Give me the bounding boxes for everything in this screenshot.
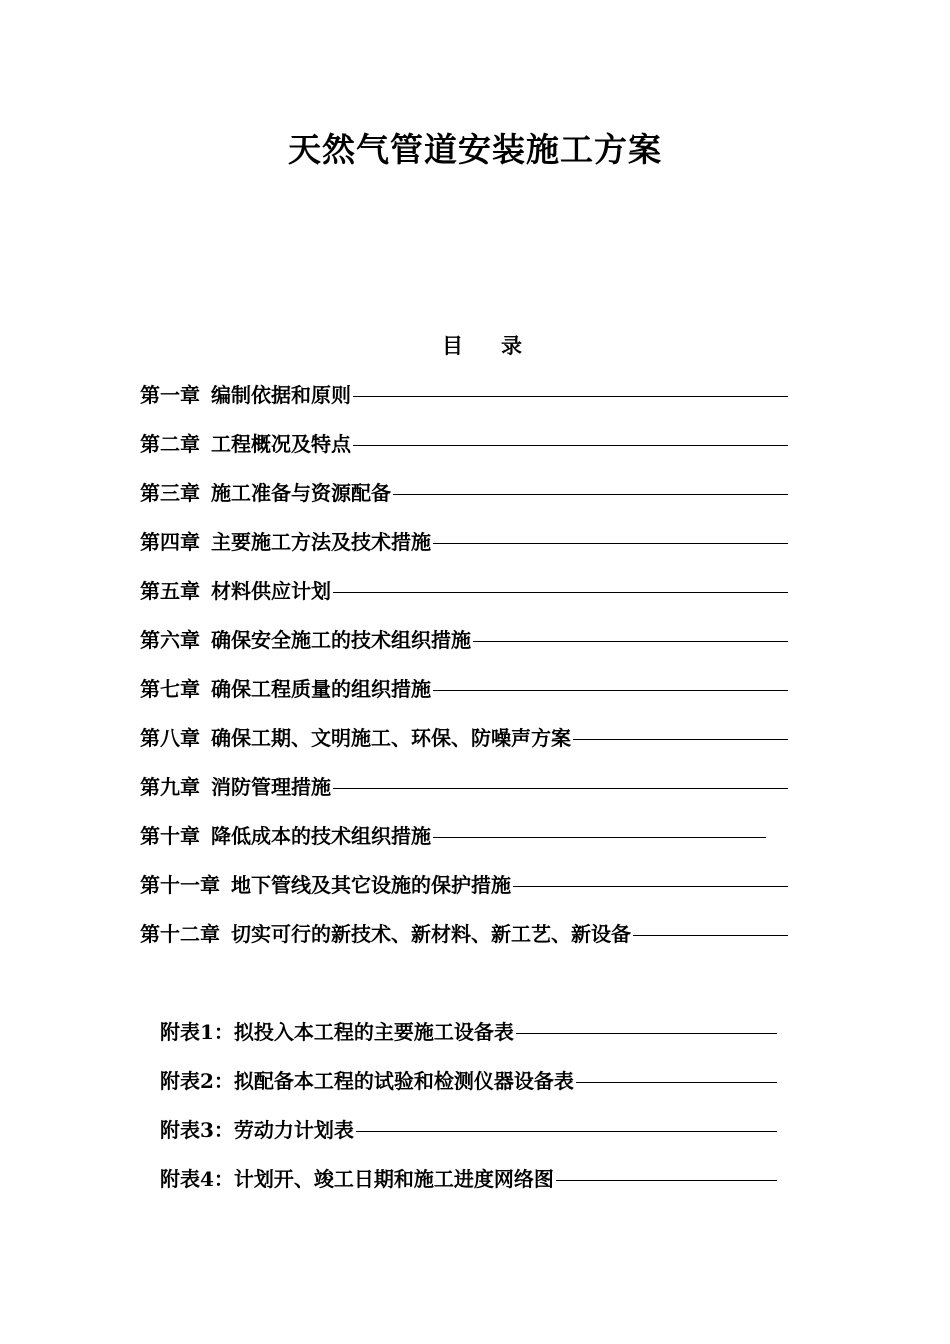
toc-chapter-6 <box>140 626 788 654</box>
chapter-number: 第八章 <box>140 726 200 750</box>
chapter-number: 第十章 <box>140 824 200 848</box>
toc-chapter-10 <box>140 822 766 850</box>
chapter-number: 第六章 <box>140 628 200 652</box>
chapter-title: 施工准备与资源配备 <box>211 481 391 505</box>
toc-appendix-1 <box>160 1018 777 1046</box>
dot-leader <box>556 1180 777 1181</box>
appendix-title: 拟投入本工程的主要施工设备表 <box>233 1020 514 1044</box>
appendix-label: 附表2： <box>160 1069 234 1093</box>
appendix-title: 拟配备本工程的试验和检测仪器设备表 <box>233 1069 574 1093</box>
appendix-label: 附表1： <box>160 1020 234 1044</box>
chapter-title: 降低成本的技术组织措施 <box>211 824 431 848</box>
dot-leader <box>356 1131 777 1132</box>
chapter-number: 第一章 <box>140 383 200 407</box>
dot-leader <box>573 739 788 740</box>
chapter-title: 工程概况及特点 <box>211 432 351 456</box>
dot-leader <box>576 1082 777 1083</box>
toc-chapter-2 <box>140 430 788 458</box>
chapter-title: 确保工期、文明施工、环保、防噪声方案 <box>211 726 571 750</box>
toc-chapter-4 <box>140 528 788 556</box>
dot-leader <box>433 837 766 838</box>
chapter-title: 材料供应计划 <box>211 579 331 603</box>
dot-leader <box>393 494 788 495</box>
toc-appendix-4 <box>160 1165 777 1193</box>
appendix-label: 附表3： <box>160 1118 234 1142</box>
dot-leader <box>513 886 788 887</box>
appendix-title: 计划开、竣工日期和施工进度网络图 <box>233 1167 554 1191</box>
chapter-number: 第十一章 <box>140 873 220 897</box>
chapter-title: 编制依据和原则 <box>211 383 351 407</box>
toc-appendix-3 <box>160 1116 777 1144</box>
toc-chapter-9 <box>140 773 788 801</box>
chapter-number: 第十二章 <box>140 922 220 946</box>
toc-chapter-1 <box>140 381 788 409</box>
appendix-title: 劳动力计划表 <box>233 1118 354 1142</box>
chapter-title: 切实可行的新技术、新材料、新工艺、新设备 <box>231 922 631 946</box>
chapter-number: 第七章 <box>140 677 200 701</box>
appendix-label: 附表4： <box>160 1167 234 1191</box>
document-title: 天然气管道安装施工方案 <box>288 130 662 169</box>
chapter-number: 第五章 <box>140 579 200 603</box>
toc-heading <box>442 332 522 360</box>
dot-leader <box>433 690 788 691</box>
dot-leader <box>433 543 788 544</box>
chapter-title: 确保工程质量的组织措施 <box>211 677 431 701</box>
toc-chapter-11 <box>140 871 788 899</box>
toc-chapter-3 <box>140 479 788 507</box>
toc-appendix-2 <box>160 1067 777 1095</box>
dot-leader <box>333 592 788 593</box>
dot-leader <box>353 445 788 446</box>
toc-heading-char-1: 目 <box>442 333 463 358</box>
chapter-title: 确保安全施工的技术组织措施 <box>211 628 471 652</box>
toc-chapter-8 <box>140 724 788 752</box>
dot-leader <box>633 935 788 936</box>
dot-leader <box>516 1033 777 1034</box>
chapter-title: 消防管理措施 <box>211 775 331 799</box>
chapter-number: 第二章 <box>140 432 200 456</box>
toc-chapter-7 <box>140 675 788 703</box>
toc-chapter-5 <box>140 577 788 605</box>
chapter-number: 第三章 <box>140 481 200 505</box>
dot-leader <box>333 788 788 789</box>
dot-leader <box>473 641 788 642</box>
chapter-title: 地下管线及其它设施的保护措施 <box>231 873 511 897</box>
toc-chapter-12 <box>140 920 788 948</box>
chapter-number: 第九章 <box>140 775 200 799</box>
chapter-number: 第四章 <box>140 530 200 554</box>
toc-heading-char-2: 录 <box>501 333 522 358</box>
chapter-title: 主要施工方法及技术措施 <box>211 530 431 554</box>
dot-leader <box>353 396 788 397</box>
